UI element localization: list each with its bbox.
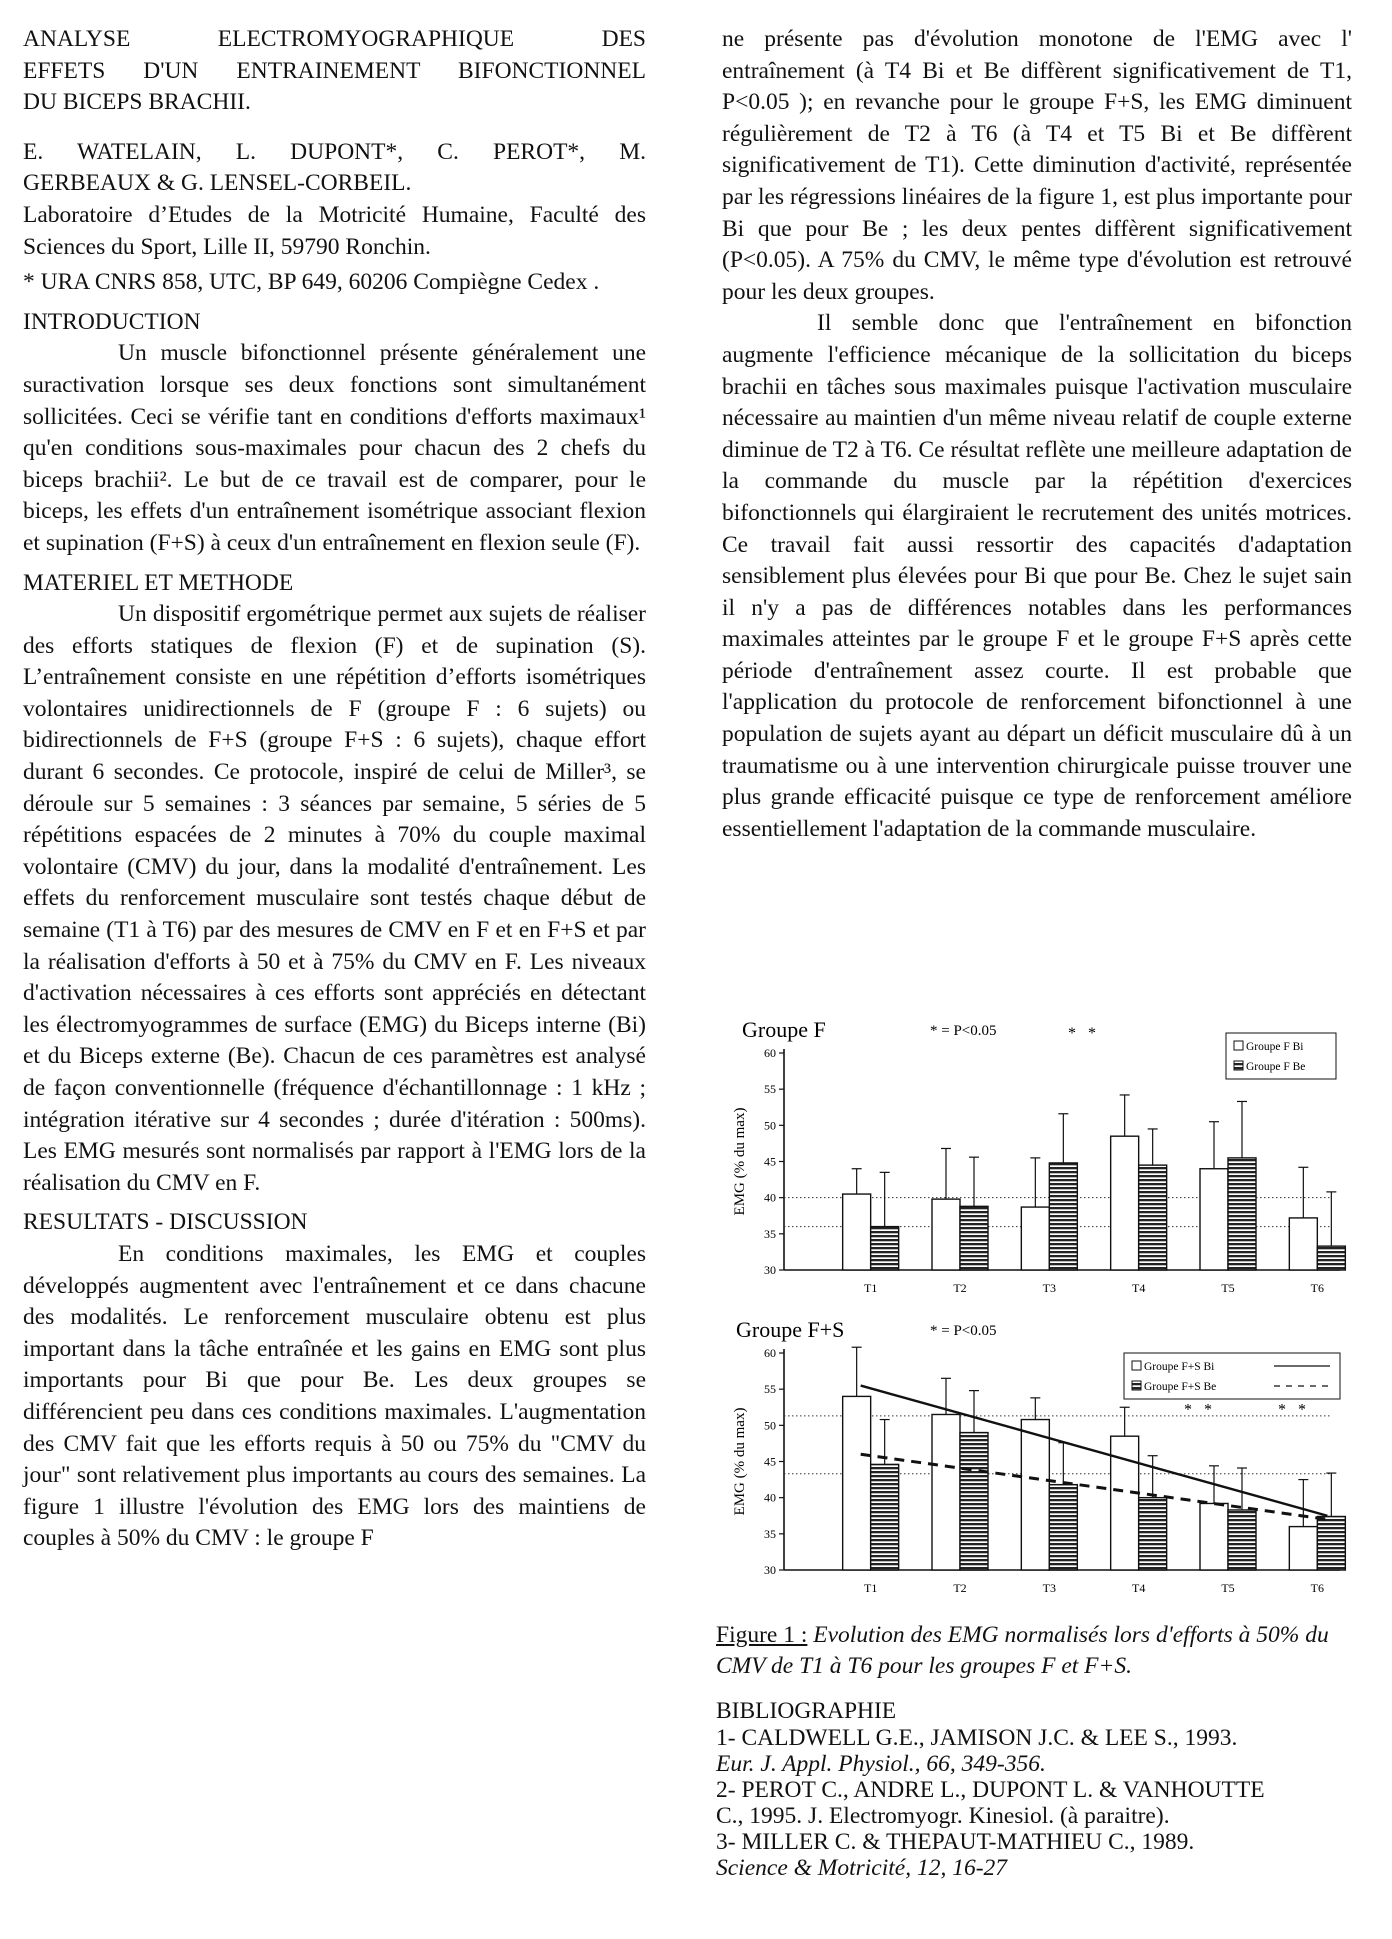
authors-line-2: GERBEAUX & G. LENSEL-CORBEIL.: [23, 170, 412, 197]
legend-label-1: Groupe F+S Be: [1144, 1381, 1217, 1393]
figure-caption: [716, 1620, 1356, 1682]
bar-T3-1: [1049, 1163, 1077, 1270]
bar-T6-1: [1317, 1516, 1345, 1570]
x-tick-label: T3: [1042, 1281, 1057, 1295]
bar-T6-0: [1289, 1527, 1317, 1570]
x-tick-label: T2: [953, 1281, 967, 1295]
right-text-2: Il semble donc que l'entraînement en bifonction augmente l'efficience mécanique de la sollicitation du biceps brachii en tâches sous maximales puisque l'activation musculaire nécessaire au maintien d'un même niveau relatif de couple externe diminue de T2 à T6. Ce résultat reflète une meilleure adaptation de la commande du muscle par la répétition d'exercices bifonctionnels qui élargiraient le recrutement des unités motrices. Ce travail fait aussi ressortir des capacités d'adaptation sensiblement plus élevées pour Bi que pour Be. Chez le sujet sain il n'y a pas de différences notables dans les performances maximales atteintes par le groupe F et le groupe F+S après cette période d'entraînement assez courte. Il est probable que l'application du protocole de renforcement bifonctionnel à une population de sujets ayant au départ un déficit musculaire dû à un traumatisme ou à une intervention chirurgicale puisse trouver une plus grande efficacité puisque ce type de renforcement améliore essentiellement l'adaptation de la commande musculaire.: [722, 310, 1352, 842]
bar-T5-0: [1200, 1169, 1228, 1270]
figure-caption-text: Evolution des EMG normalisés lors d'efforts à 50% du CMV de T1 à T6 pour les groupes F et F+S.: [716, 1622, 1329, 1679]
x-tick-label: T5: [1221, 1281, 1235, 1295]
affiliation: Laboratoire d’Etudes de la Motricité Humaine, Faculté des Sciences du Sport, Lille II, 59790 Ronchin.: [23, 201, 646, 260]
bar-T4-1: [1139, 1498, 1167, 1570]
bar-T1-1: [871, 1227, 899, 1270]
regression-line-1: [861, 1454, 1328, 1519]
x-tick-label: T4: [1131, 1281, 1146, 1295]
x-tick-label: T4: [1131, 1581, 1146, 1595]
bar-T4-0: [1111, 1136, 1139, 1270]
y-axis-label: EMG (% du max): [732, 1407, 748, 1516]
x-tick-label: T2: [953, 1581, 967, 1595]
figure-label: Figure 1 :: [716, 1622, 808, 1648]
title-line-1: ANALYSE ELECTROMYOGRAPHIQUE DES: [23, 26, 646, 52]
x-tick-label: T1: [863, 1581, 878, 1595]
y-tick-label: 55: [764, 1382, 776, 1397]
affiliation-2: * URA CNRS 858, UTC, BP 649, 60206 Compiègne Cedex .: [23, 269, 600, 296]
results-text: En conditions maximales, les EMG et couples développés augmentent avec l'entraînement et ce dans chacune des modalités. Le renforcement musculaire obtenu est plus important dans la tâche entraînée et les gains en EMG sont plus importants pour Bi que pour Be. Les deux groupes se différencient peu dans ces conditions maximales. L'augmentation des CMV fait que les efforts requis à 50 ou 75% du "CMV du jour" sont relativement plus importants au cours des semaines. La figure 1 illustre l'évolution des EMG lors des maintiens de couples à 50% du CMV : le groupe F: [23, 1240, 646, 1552]
legend-swatch-0: [1132, 1361, 1141, 1370]
bar-T5-0: [1200, 1503, 1228, 1570]
bar-T6-0: [1289, 1218, 1317, 1270]
y-tick-label: 60: [764, 1046, 776, 1060]
legend-label-0: Groupe F+S Bi: [1144, 1361, 1215, 1373]
right-text-1: ne présente pas d'évolution monotone de l'EMG avec l' entraînement (à T4 Bi et Be diffèrent significativement de T1, P<0.05 ); en revanche pour le groupe F+S, les EMG diminuent régulièrement de T2 à T6 (à T4 et T5 Bi et Be diffèrent significativement de T1). Cette diminution d'activité, représentée par les régressions linéaires de la figure 1, est plus importante pour Bi que pour Be ; les deux pentes diffèrent significativement (P<0.05). A 75% du CMV, le même type d'évolution est retrouvé pour les deux groupes.: [722, 26, 1352, 305]
ref-2-line-1: 2- PEROT C., ANDRE L., DUPONT L. & VANHOUTTE: [716, 1777, 1265, 1803]
x-tick-label: T5: [1221, 1581, 1235, 1595]
y-tick-label: 55: [764, 1082, 776, 1097]
y-tick-label: 30: [764, 1263, 776, 1277]
bar-T1-1: [871, 1464, 899, 1570]
chart-groupe-f: [722, 1015, 1352, 1315]
y-tick-label: 35: [764, 1226, 776, 1241]
ref-3-line-2: [716, 1855, 1356, 1881]
left-column: [23, 24, 646, 1555]
results-heading: RESULTATS - DISCUSSION: [23, 1209, 308, 1236]
bar-T5-1: [1228, 1158, 1256, 1270]
ref-3-journal: Science & Motricité, 12, 16-27: [716, 1855, 1008, 1881]
y-axis-label: EMG (% du max): [732, 1107, 748, 1216]
y-tick-label: 50: [764, 1118, 776, 1133]
x-tick-label: T6: [1310, 1281, 1325, 1295]
bar-T6-1: [1317, 1246, 1345, 1270]
chart-title: Groupe F+S: [736, 1317, 845, 1342]
bibliography: [716, 1697, 1356, 1881]
bar-T4-1: [1139, 1165, 1167, 1270]
bar-T1-0: [843, 1194, 871, 1270]
intro-text: Un muscle bifonctionnel présente généralement une suractivation lorsque ses deux fonctions sont simultanément sollicitées. Ceci se vérifie tant en conditions d'efforts maximaux¹ qu'en conditions sous-maximales pour chacun des 2 chefs du biceps brachii². Le but de ce travail est de comparer, pour le biceps, les effets d'un entraînement isométrique associant flexion et supination (F+S) à ceux d'un entraînement en flexion seule (F).: [23, 340, 646, 556]
bar-T3-0: [1021, 1207, 1049, 1270]
y-tick-label: 35: [764, 1526, 776, 1541]
x-tick-label: T1: [863, 1281, 878, 1295]
bar-T3-0: [1021, 1420, 1049, 1570]
bar-T2-0: [932, 1199, 960, 1270]
title-line-3: DU BICEPS BRACHII.: [23, 89, 251, 116]
regression-line-0: [861, 1386, 1328, 1516]
sig-mark: * *: [1068, 1025, 1100, 1042]
y-tick-label: 30: [764, 1563, 776, 1577]
y-tick-label: 45: [764, 1154, 776, 1169]
y-tick-label: 45: [764, 1454, 776, 1469]
y-tick-label: 60: [764, 1346, 776, 1360]
y-tick-label: 40: [764, 1190, 776, 1205]
authors: [23, 137, 646, 200]
ref-1-journal: Eur. J. Appl. Physiol., 66, 349-356.: [716, 1751, 1046, 1777]
biblio-heading: BIBLIOGRAPHIE: [716, 1698, 897, 1724]
chart-annotation: * = P<0.05: [930, 1323, 997, 1339]
ref-1-line-2: [716, 1751, 1356, 1777]
paper-title: [23, 24, 646, 119]
authors-line-1: E. WATELAIN, L. DUPONT*, C. PEROT*, M.: [23, 138, 646, 165]
methods-heading: MATERIEL ET METHODE: [23, 569, 294, 596]
bar-T2-1: [960, 1206, 988, 1270]
bar-T1-0: [843, 1396, 871, 1570]
methods-text: Un dispositif ergométrique permet aux sujets de réaliser des efforts statiques de flexion (F) et de supination (S). L’entraînement consiste en une répétition d’efforts isométriques volontaires unidirectionnels de F (groupe F : 6 sujets) ou bidirectionnels de F+S (groupe F+S : 6 sujets), chaque effort durant 6 secondes. Ce protocole, inspiré de celui de Miller³, se déroule sur 5 semaines : 3 séances par semaine, 5 séries de 5 répétitions espacées de 2 minutes à 70% du couple maximal volontaire (CMV) du jour, dans la modalité d'entraînement. Les effets du renforcement musculaire sont testés chaque début de semaine (T1 à T6) par des mesures de CMV en F et en F+S et par la réalisation d'efforts à 50 et à 75% du CMV en F. Les niveaux d'activation nécessaires à ces efforts sont appréciés en détectant les électromyogrammes de surface (EMG) du Biceps interne (Bi) et du Biceps externe (Be). Chacun de ces paramètres est analysé de façon conventionnelle (fréquence d'échantillonnage : 1 kHz ; intégration itérative sur 4 secondes ; durée d'itération : 500ms). Les EMG mesurés sont normalisés par rapport à l'EMG lors de la réalisation du CMV en F.: [23, 601, 646, 1196]
ref-1-line-1: 1- CALDWELL G.E., JAMISON J.C. & LEE S., 1993.: [716, 1725, 1238, 1751]
legend-label-0: Groupe F Bi: [1246, 1041, 1304, 1053]
legend-swatch-0: [1234, 1041, 1243, 1050]
y-tick-label: 50: [764, 1418, 776, 1433]
bar-T3-1: [1049, 1485, 1077, 1570]
legend-swatch-1: [1132, 1381, 1141, 1390]
sig-mark-t6: * *: [1278, 1401, 1310, 1419]
chart-annotation: * = P<0.05: [930, 1023, 997, 1039]
ref-2-line-2: C., 1995. J. Electromyogr. Kinesiol. (à paraitre).: [716, 1803, 1170, 1829]
legend-swatch-1: [1234, 1061, 1243, 1070]
legend-label-1: Groupe F Be: [1246, 1061, 1306, 1073]
chart-title: Groupe F: [742, 1017, 826, 1042]
x-tick-label: T6: [1310, 1581, 1325, 1595]
y-tick-label: 40: [764, 1490, 776, 1505]
title-line-2: EFFETS D'UN ENTRAINEMENT BIFONCTIONNEL: [23, 57, 646, 84]
chart-groupe-fs: [722, 1315, 1352, 1615]
bar-T5-1: [1228, 1510, 1256, 1570]
x-tick-label: T3: [1042, 1581, 1057, 1595]
bar-T2-1: [960, 1433, 988, 1570]
ref-3-line-1: 3- MILLER C. & THEPAUT-MATHIEU C., 1989.: [716, 1829, 1195, 1855]
intro-heading: INTRODUCTION: [23, 308, 201, 335]
sig-mark-t5: * *: [1184, 1401, 1216, 1419]
bar-T2-0: [932, 1414, 960, 1570]
right-column: [722, 24, 1352, 845]
